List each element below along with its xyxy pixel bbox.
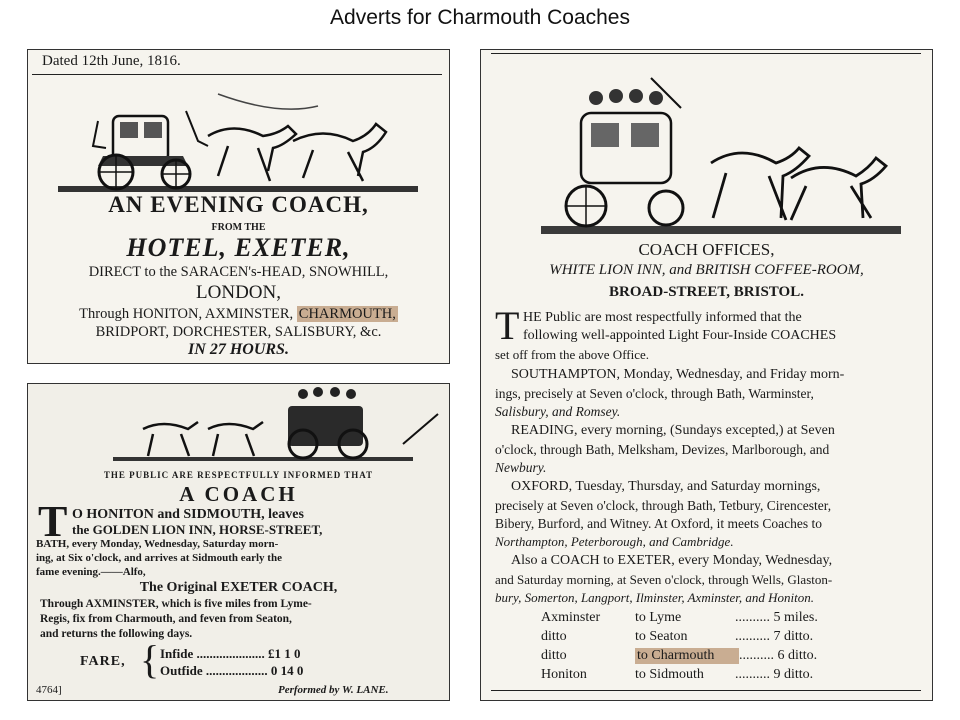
highlight-charmouth: to Charmouth	[635, 648, 739, 664]
text-line: and Saturday morning, at Seven o'clock, through Wells, Glaston-	[495, 572, 833, 587]
advert-city: LONDON,	[196, 282, 281, 303]
text-line: ings, precisely at Seven o'clock, through Bath, Warminster,	[495, 386, 814, 401]
text-line: O HONITON and SIDMOUTH, leaves	[72, 507, 304, 522]
advert-hotel: HOTEL, EXETER,	[126, 233, 351, 262]
text-line: Salisbury, and Romsey.	[495, 404, 621, 419]
text-line: the GOLDEN LION INN, HORSE-STREET,	[72, 522, 323, 537]
advert-direct: DIRECT to the SARACEN's-HEAD, SNOWHILL,	[88, 264, 389, 280]
text-line: Through AXMINSTER, which is five miles from Lyme-	[40, 598, 312, 610]
text-line: BATH, every Monday, Wednesday, Saturday morn-	[36, 538, 279, 550]
text-line: fame evening.——Alfo,	[36, 566, 146, 578]
drop-cap-t: T	[495, 303, 520, 348]
text-line: set off from the above Office.	[495, 347, 650, 362]
text-line: ing, at Six o'clock, and arrives at Sidmouth early the	[36, 552, 282, 564]
through-text: Through HONITON, AXMINSTER,	[79, 306, 294, 322]
route-exeter: Also a COACH to EXETER, every Monday, Wednesday,	[511, 553, 833, 568]
table-row: ditto to Charmouth .......... 6 ditto.	[541, 648, 818, 663]
route-reading: READING, every morning, (Sundays excepted,) at Seven	[511, 423, 835, 438]
table-row: ditto to Seaton .......... 7 ditto.	[541, 629, 814, 644]
fare-brace: {	[140, 637, 160, 682]
offices-address: BROAD-STREET, BRISTOL.	[609, 284, 804, 300]
text-line: o'clock, through Bath, Melksham, Devizes, Marlborough, and	[495, 442, 830, 457]
fare-label: FARE,	[80, 654, 126, 669]
advert-coach-offices-bristol	[480, 49, 933, 701]
advert-hours: IN 27 HOURS.	[188, 341, 289, 358]
advert-headline: AN EVENING COACH,	[108, 192, 369, 217]
advert-number: 4764]	[36, 684, 62, 696]
table-row: Axminster to Lyme .......... 5 miles.	[541, 610, 818, 625]
text-line: Regis, fix from Charmouth, and feven from Seaton,	[40, 613, 292, 625]
text-line: following well-appointed Light Four-Inside COACHES	[523, 328, 837, 343]
advert-headline: A COACH	[179, 482, 298, 506]
divider	[491, 690, 921, 691]
text-line: and returns the following days.	[40, 628, 193, 640]
offices-heading: COACH OFFICES,	[638, 240, 775, 259]
advert-from: FROM THE	[211, 222, 266, 233]
route-southampton: SOUTHAMPTON, Monday, Wednesday, and Friday morn-	[511, 367, 845, 382]
fare-outside: Outfide ................... 0 14 0	[160, 663, 304, 678]
text-line: Newbury.	[495, 460, 547, 475]
coach-team-engraving	[113, 384, 443, 466]
stagecoach-engraving	[541, 68, 901, 238]
drop-cap-t: T	[38, 497, 68, 546]
advert-evening-coach	[27, 49, 450, 364]
text-line: HE Public are most respectfully informed that the	[523, 310, 802, 325]
advert-performer: Performed by W. LANE.	[278, 684, 389, 696]
highlight-charmouth: CHARMOUTH,	[298, 306, 396, 322]
route-oxford: OXFORD, Tuesday, Thursday, and Saturday mornings,	[511, 479, 821, 494]
text-line: Bibery, Burford, and Witney. At Oxford, it meets Coaches to	[495, 516, 823, 531]
slide-title: Adverts for Charmouth Coaches	[330, 6, 630, 29]
text-line: The Original EXETER COACH,	[139, 580, 338, 595]
advert-date: Dated 12th June, 1816.	[42, 53, 181, 69]
coach-engraving	[58, 86, 418, 196]
advert-towns: BRIDPORT, DORCHESTER, SALISBURY, &c.	[95, 324, 382, 340]
divider	[491, 53, 921, 54]
advert-intro: THE PUBLIC ARE RESPECTFULLY INFORMED THAT	[103, 470, 374, 480]
text-line: Northampton, Peterborough, and Cambridge.	[495, 534, 734, 549]
fare-inside: Infide ..................... £1 1 0	[160, 646, 301, 661]
divider	[32, 74, 442, 75]
table-row: Honiton to Sidmouth .......... 9 ditto.	[541, 667, 814, 682]
advert-through	[28, 306, 449, 323]
offices-venue: WHITE LION INN, and BRITISH COFFEE-ROOM,	[549, 262, 864, 278]
text-line: precisely at Seven o'clock, through Bath, Tetbury, Cirencester,	[495, 498, 832, 513]
advert-coach-honiton-sidmouth	[27, 383, 450, 701]
text-line: bury, Somerton, Langport, Ilminster, Axminster, and Honiton.	[495, 590, 814, 605]
